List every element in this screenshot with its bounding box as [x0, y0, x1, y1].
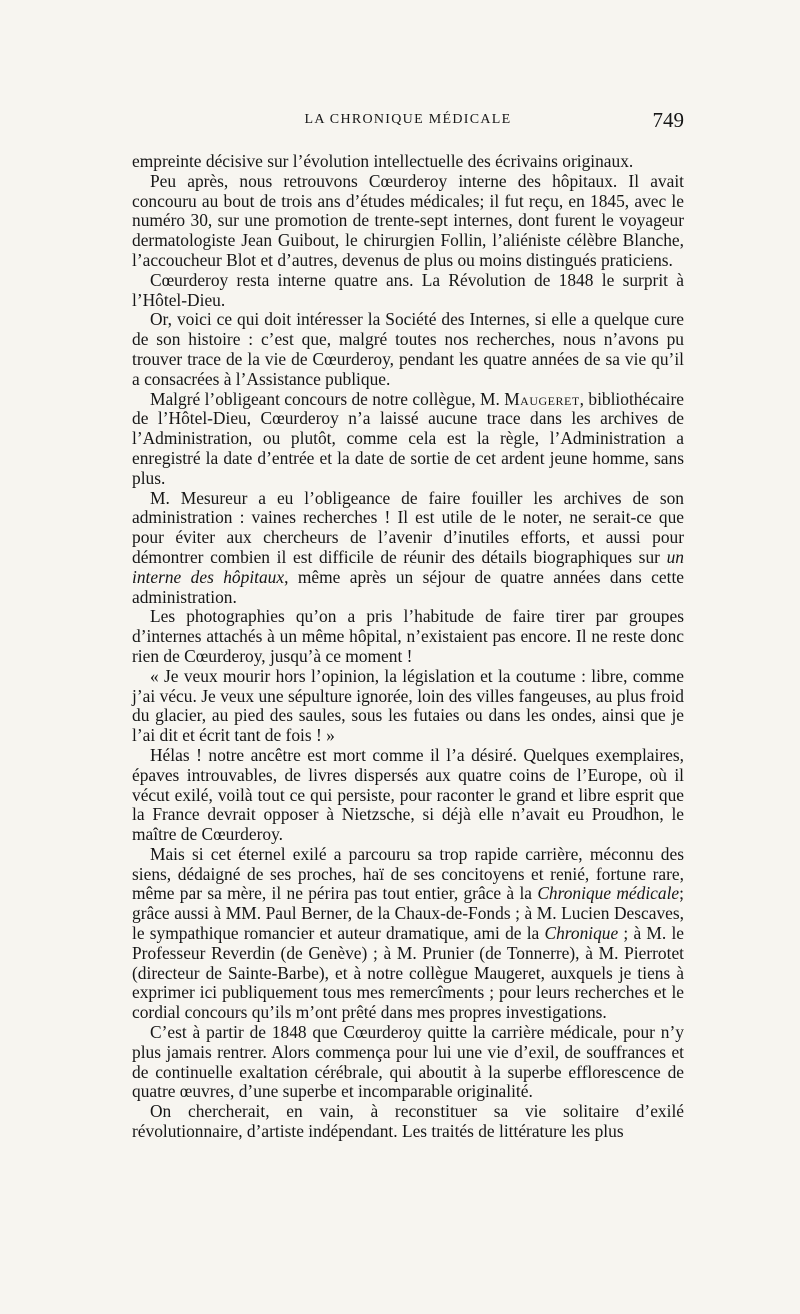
- person-name: Maugeret: [504, 388, 580, 409]
- italic-title: Chronique: [544, 923, 619, 944]
- running-title: LA CHRONIQUE MÉDICALE: [304, 112, 512, 127]
- italic-title: Chronique médicale: [537, 883, 680, 904]
- text-run: ; grâce aussi à MM. Paul Berner, de la Chaux-de-Fonds ; à M. Lucien Descaves, le sympathique romancier et auteur dramatique, ami de la: [132, 883, 684, 944]
- text-run: ; à M. le Professeur Reverdin (de Genève) ; à M. Prunier (de Tonnerre), à M. Pierrotet (directeur de Sainte-Barbe), et à notre collègue Maugeret, auxquels je tiens à exprimer ici publiquement tous mes remercîments ; pour leurs recherches et le cordial concours qu’ils m’ont prêté dans mes propres investigations.: [132, 923, 684, 1023]
- text-run: Malgré l’obligeant concours de notre collègue, M.: [150, 388, 505, 409]
- paragraph: [132, 489, 684, 608]
- paragraph: C’est à partir de 1848 que Cœurderoy quitte la carrière médicale, pour n’y plus jamais rentrer. Alors commença pour lui une vie d’exil, de souffrances et de continuelle exaltation cérébrale, qui aboutit à la superbe efflorescence de quatre œuvres, d’une superbe et incomparable originalité.: [132, 1022, 684, 1102]
- paragraph: [132, 845, 684, 1023]
- page-number: 749: [652, 108, 684, 132]
- paragraph: Les photographies qu’on a pris l’habitude de faire tirer par groupes d’internes attachés à un même hôpital, n’existaient pas encore. Il ne reste donc rien de Cœurderoy, jusqu’à ce moment !: [132, 606, 684, 666]
- paragraph: Peu après, nous retrouvons Cœurderoy interne des hôpitaux. Il avait concouru au bout de trois ans d’études médicales; il fut reçu, en 1845, avec le numéro 30, sur une promotion de trente-sept internes, dont furent le voyageur dermatologiste Jean Guibout, le chirurgien Follin, l’aliéniste célèbre Blanche, l’accoucheur Blot et d’autres, devenus de plus ou moins distingués praticiens.: [132, 170, 684, 270]
- paragraph: Cœurderoy resta interne quatre ans. La Révolution de 1848 le surprit à l’Hôtel-Dieu.: [132, 269, 684, 310]
- text-run: M. Mesureur a eu l’obligeance de faire fouiller les archives de son administration : vaines recherches ! Il est utile de le noter, ne serait-ce que pour éviter aux chercheurs de l’avenir d’inutiles efforts, et aussi pour démontrer combien il est difficile de réunir des détails biographiques sur: [132, 487, 684, 567]
- paragraph: Or, voici ce qui doit intéresser la Société des Internes, si elle a quelque cure de son histoire : c’est que, malgré toutes nos recherches, nous n’avons pu trouver trace de la vie de Cœurderoy, pendant les quatre années de sa vie qu’il a consacrées à l’Assistance publique.: [132, 309, 684, 389]
- quotation-paragraph: « Je veux mourir hors l’opinion, la législation et la coutume : libre, comme j’ai vécu. Je veux une sépulture ignorée, loin des villes fangeuses, au plus froid du glacier, au pied des saules, sous les futaies ou dans les ondes, ainsi que je l’ai dit et écrit tant de fois ! »: [132, 665, 684, 746]
- text-run: , bibliothécaire de l’Hôtel-Dieu, Cœurderoy n’a laissé aucune trace dans les archives de l’Administration, ou plutôt, comme cela est la règle, l’Administration a enregistré la date d’entrée et la date de sortie de cet ardent jeune homme, sans plus.: [132, 388, 684, 488]
- paragraph: Hélas ! notre ancêtre est mort comme il l’a désiré. Quelques exemplaires, épaves introuvables, de livres dispersés aux quatre coins de l’Europe, où il vécut exilé, voilà tout ce qui persiste, pour raconter le grand et libre esprit que la France devrait opposer à Nietzsche, si déjà elle n’avait eu Proudhon, le maître de Cœurderoy.: [132, 744, 684, 845]
- body-text: [132, 152, 684, 1142]
- paragraph: On chercherait, en vain, à reconstituer sa vie solitaire d’exilé révolutionnaire, d’artiste indépendant. Les traités de littérature les plus: [132, 1101, 684, 1142]
- text-run: Mais si cet éternel exilé a parcouru sa trop rapide carrière, méconnu des siens, dédaigné de ses proches, haï de ses concitoyens et renié, fortune rare, même par sa mère, il ne périra pas tout entier, grâce à la: [132, 843, 684, 904]
- running-head: [132, 108, 684, 132]
- paragraph: [132, 390, 684, 489]
- italic-phrase: un interne des hôpitaux: [132, 546, 684, 587]
- paragraph: empreinte décisive sur l’évolution intellectuelle des écrivains originaux.: [132, 151, 634, 171]
- text-run: , même après un séjour de quatre années dans cette administration.: [132, 566, 684, 607]
